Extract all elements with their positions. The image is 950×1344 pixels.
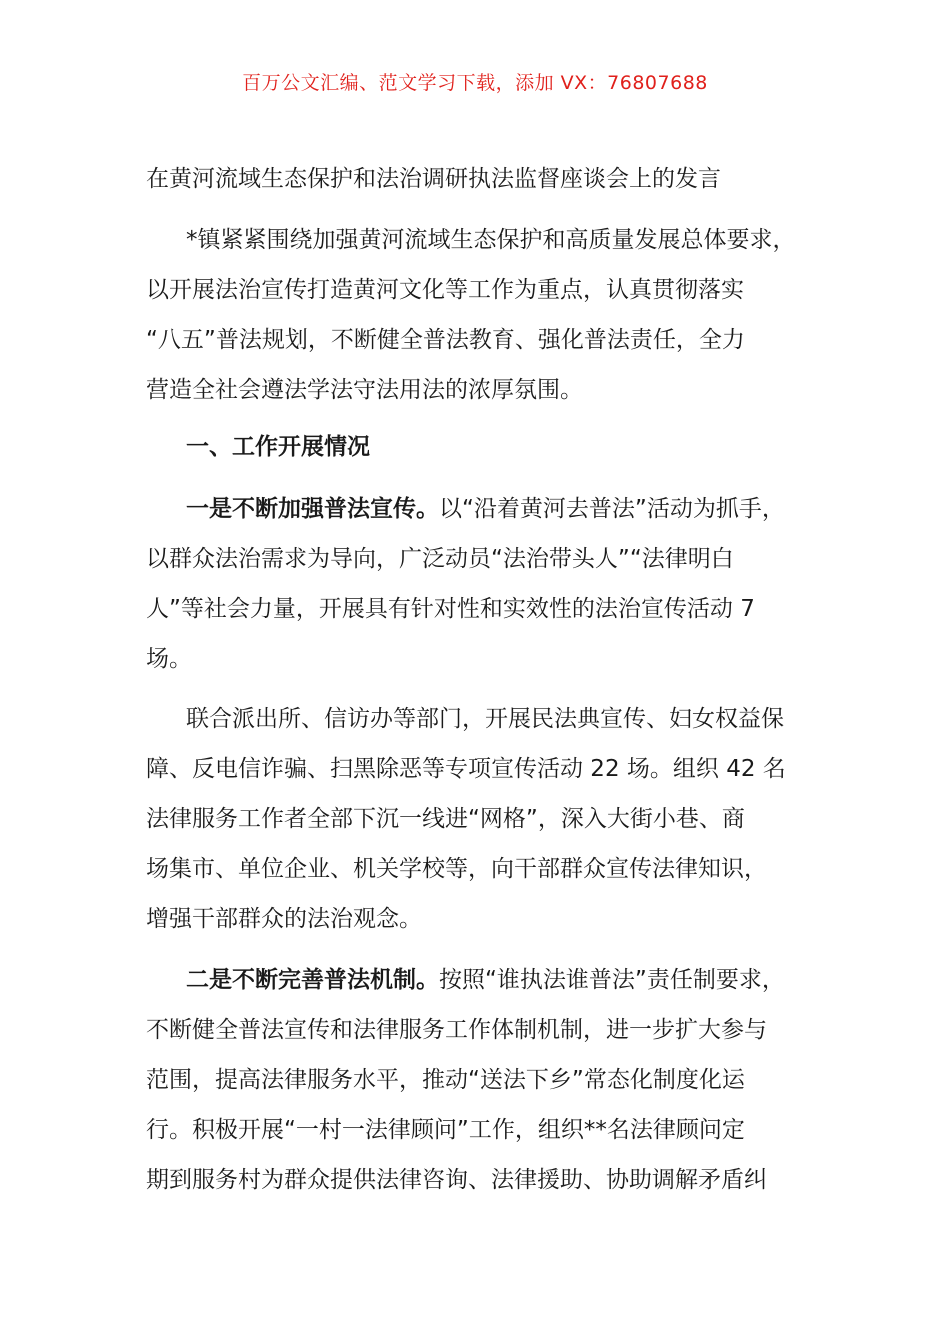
- section-heading: [146, 422, 836, 472]
- point-two-line: 期到服务村为群众提供法律咨询、法律援助、协助调解矛盾纠: [146, 1167, 767, 1193]
- document-title: 在黄河流域生态保护和法治调研执法监督座谈会上的发言: [146, 166, 721, 192]
- point-two-line: 行。积极开展“一村一法律顾问”工作，组织**名法律顾问定: [146, 1117, 745, 1143]
- joint-paragraph: [146, 694, 836, 944]
- joint-line: 增强干部群众的法治观念。: [146, 906, 422, 932]
- point-two-first-line-text: 按照“谁执法谁普法”责任制要求，: [439, 967, 785, 993]
- point-two-lead: 二是不断完善普法机制。: [186, 967, 439, 993]
- point-one-first-line-text: 以“沿着黄河去普法”活动为抓手，: [439, 496, 785, 522]
- point-one-line: 以群众法治需求为导向，广泛动员“法治带头人”“法律明白: [146, 546, 734, 572]
- joint-line: 联合派出所、信访办等部门，开展民法典宣传、妇女权益保: [186, 706, 784, 732]
- section-heading-text: 一、工作开展情况: [186, 434, 370, 460]
- point-one-line: 人”等社会力量，开展具有针对性和实效性的法治宣传活动 7: [146, 596, 755, 622]
- point-one-first-line: [146, 484, 836, 534]
- point-two-line: 不断健全普法宣传和法律服务工作体制机制，进一步扩大参与: [146, 1017, 767, 1043]
- intro-line: 营造全社会遵法学法守法用法的浓厚氛围。: [146, 377, 583, 403]
- point-one-line: 场。: [146, 646, 192, 672]
- intro-line: “八五”普法规划，不断健全普法教育、强化普法责任，全力: [146, 327, 745, 353]
- point-two-line: 范围，提高法律服务水平，推动“送法下乡”常态化制度化运: [146, 1067, 745, 1093]
- joint-line: 法律服务工作者全部下沉一线进“网格”，深入大街小巷、商: [146, 806, 745, 832]
- point-two-first-line: [146, 955, 836, 1005]
- intro-paragraph: [146, 215, 836, 415]
- point-two-paragraph: [146, 955, 836, 1205]
- joint-line: 障、反电信诈骗、扫黑除恶等专项宣传活动 22 场。组织 42 名: [146, 756, 786, 782]
- point-one-paragraph: [146, 484, 836, 684]
- point-one-lead: 一是不断加强普法宣传。: [186, 496, 439, 522]
- intro-line: 以开展法治宣传打造黄河文化等工作为重点，认真贯彻落实: [146, 277, 744, 303]
- intro-line: *镇紧紧围绕加强黄河流域生态保护和高质量发展总体要求，: [186, 227, 796, 253]
- header-banner: 百万公文汇编、范文学习下载，添加 VX：76807688: [242, 72, 708, 94]
- joint-line: 场集市、单位企业、机关学校等，向干部群众宣传法律知识，: [146, 856, 767, 882]
